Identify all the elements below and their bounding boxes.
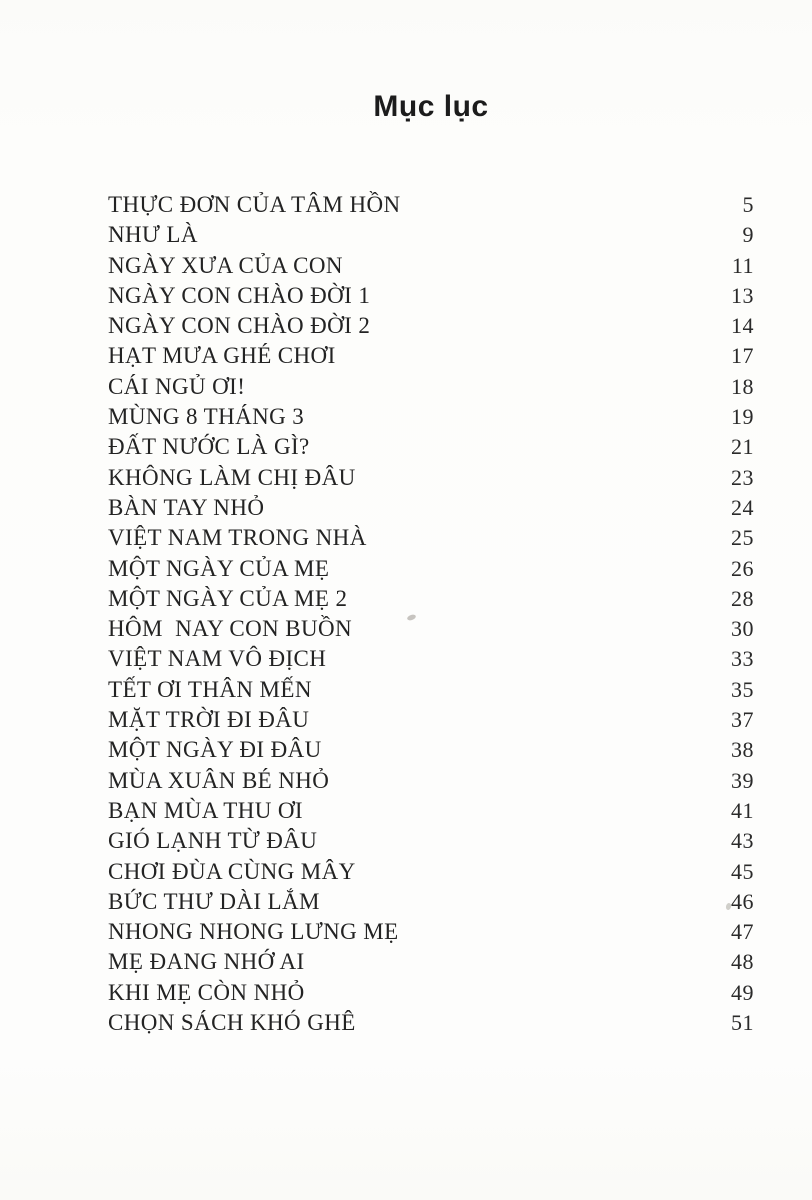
toc-entry <box>108 311 754 341</box>
toc-entry-page-number: 45 <box>731 858 754 884</box>
toc-entry <box>108 463 754 493</box>
toc-entry <box>108 735 754 765</box>
toc-entry-page-number: 46 <box>731 888 754 914</box>
toc-entry-page-number: 13 <box>731 282 754 308</box>
toc-entry-page-number: 35 <box>731 676 754 702</box>
toc-entry-page-number: 30 <box>731 616 754 642</box>
toc-entry-page-number: 23 <box>731 464 754 490</box>
toc-entry <box>108 947 754 977</box>
toc-entry-title: MỘT NGÀY CỦA MẸ 2 <box>108 585 348 611</box>
toc-entry <box>108 826 754 856</box>
toc-entry-page-number: 38 <box>731 737 754 763</box>
toc-entry-page-number: 51 <box>731 1010 754 1036</box>
toc-entry-page-number: 21 <box>731 434 754 460</box>
table-of-contents <box>108 190 754 1038</box>
toc-entry-title: MẸ ĐANG NHỚ AI <box>108 949 305 975</box>
toc-entry-title: CÁI NGỦ ƠI! <box>108 373 246 399</box>
toc-entry-page-number: 11 <box>731 252 754 278</box>
toc-entry-title: BỨC THƯ DÀI LẮM <box>108 888 320 914</box>
toc-entry <box>108 978 754 1008</box>
toc-entry-title: THỰC ĐƠN CỦA TÂM HỒN <box>108 192 401 217</box>
toc-entry <box>108 281 754 311</box>
toc-entry <box>108 796 754 826</box>
toc-entry-page-number: 19 <box>731 404 754 430</box>
toc-entry-title: NHONG NHONG LƯNG MẸ <box>108 919 399 945</box>
toc-entry-title: ĐẤT NƯỚC LÀ GÌ? <box>108 434 310 460</box>
toc-entry-page-number: 49 <box>731 979 754 1005</box>
toc-entry-page-number: 47 <box>731 919 754 945</box>
toc-entry-page-number: 28 <box>731 585 754 611</box>
toc-entry-page-number: 33 <box>731 646 754 672</box>
toc-entry <box>108 917 754 947</box>
toc-entry <box>108 341 754 371</box>
toc-entry-page-number: 39 <box>731 767 754 793</box>
toc-entry-title: MỘT NGÀY CỦA MẸ <box>108 555 330 581</box>
toc-entry <box>108 190 754 220</box>
toc-entry-title: NGÀY CON CHÀO ĐỜI 2 <box>108 313 371 339</box>
toc-entry-title: MÙNG 8 THÁNG 3 <box>108 404 305 430</box>
toc-entry-page-number: 25 <box>731 525 754 551</box>
toc-entry-title: GIÓ LẠNH TỪ ĐÂU <box>108 828 318 854</box>
toc-entry <box>108 554 754 584</box>
toc-entry-page-number: 48 <box>731 949 754 975</box>
toc-entry-title: CHƠI ĐÙA CÙNG MÂY <box>108 858 356 884</box>
toc-entry-page-number: 24 <box>731 494 754 520</box>
toc-entry <box>108 614 754 644</box>
toc-entry <box>108 251 754 281</box>
toc-entry-page-number: 26 <box>731 555 754 581</box>
toc-entry-title: TẾT ƠI THÂN MẾN <box>108 676 312 702</box>
toc-entry <box>108 675 754 705</box>
toc-entry <box>108 432 754 462</box>
toc-entry-title: VIỆT NAM VÔ ĐỊCH <box>108 646 327 672</box>
toc-entry <box>108 1008 754 1038</box>
toc-entry <box>108 220 754 250</box>
toc-entry <box>108 402 754 432</box>
toc-entry-page-number: 41 <box>731 797 754 823</box>
toc-entry-page-number: 18 <box>731 373 754 399</box>
toc-entry-page-number: 9 <box>742 222 754 248</box>
toc-entry <box>108 857 754 887</box>
toc-entry-title: HẠT MƯA GHÉ CHƠI <box>108 343 336 369</box>
toc-entry-title: NGÀY XƯA CỦA CON <box>108 252 343 278</box>
toc-entry-title: NHƯ LÀ <box>108 222 198 248</box>
toc-entry <box>108 766 754 796</box>
toc-entry <box>108 523 754 553</box>
toc-entry-page-number: 14 <box>731 313 754 339</box>
toc-entry-title: KHÔNG LÀM CHỊ ĐÂU <box>108 464 356 490</box>
toc-entry <box>108 493 754 523</box>
toc-entry-title: CHỌN SÁCH KHÓ GHÊ <box>108 1010 356 1036</box>
toc-entry-page-number: 37 <box>731 707 754 733</box>
toc-entry <box>108 372 754 402</box>
toc-entry-title: BÀN TAY NHỎ <box>108 494 265 520</box>
toc-entry <box>108 644 754 674</box>
toc-entry-title: VIỆT NAM TRONG NHÀ <box>108 525 367 551</box>
page-title: Mục lục <box>373 90 489 123</box>
toc-entry-page-number: 17 <box>731 343 754 369</box>
toc-entry-page-number: 5 <box>742 192 754 217</box>
toc-entry-title: MẶT TRỜI ĐI ĐÂU <box>108 707 310 733</box>
toc-entry <box>108 584 754 614</box>
toc-entry-title: NGÀY CON CHÀO ĐỜI 1 <box>108 282 371 308</box>
toc-entry-title: HÔM NAY CON BUỒN <box>108 616 353 642</box>
toc-entry-title: MỘT NGÀY ĐI ĐÂU <box>108 737 322 763</box>
toc-entry-page-number: 43 <box>731 828 754 854</box>
toc-entry <box>108 705 754 735</box>
toc-entry-title: MÙA XUÂN BÉ NHỎ <box>108 767 330 793</box>
toc-entry-title: BẠN MÙA THU ƠI <box>108 797 303 823</box>
toc-entry <box>108 887 754 917</box>
toc-entry-title: KHI MẸ CÒN NHỎ <box>108 979 305 1005</box>
